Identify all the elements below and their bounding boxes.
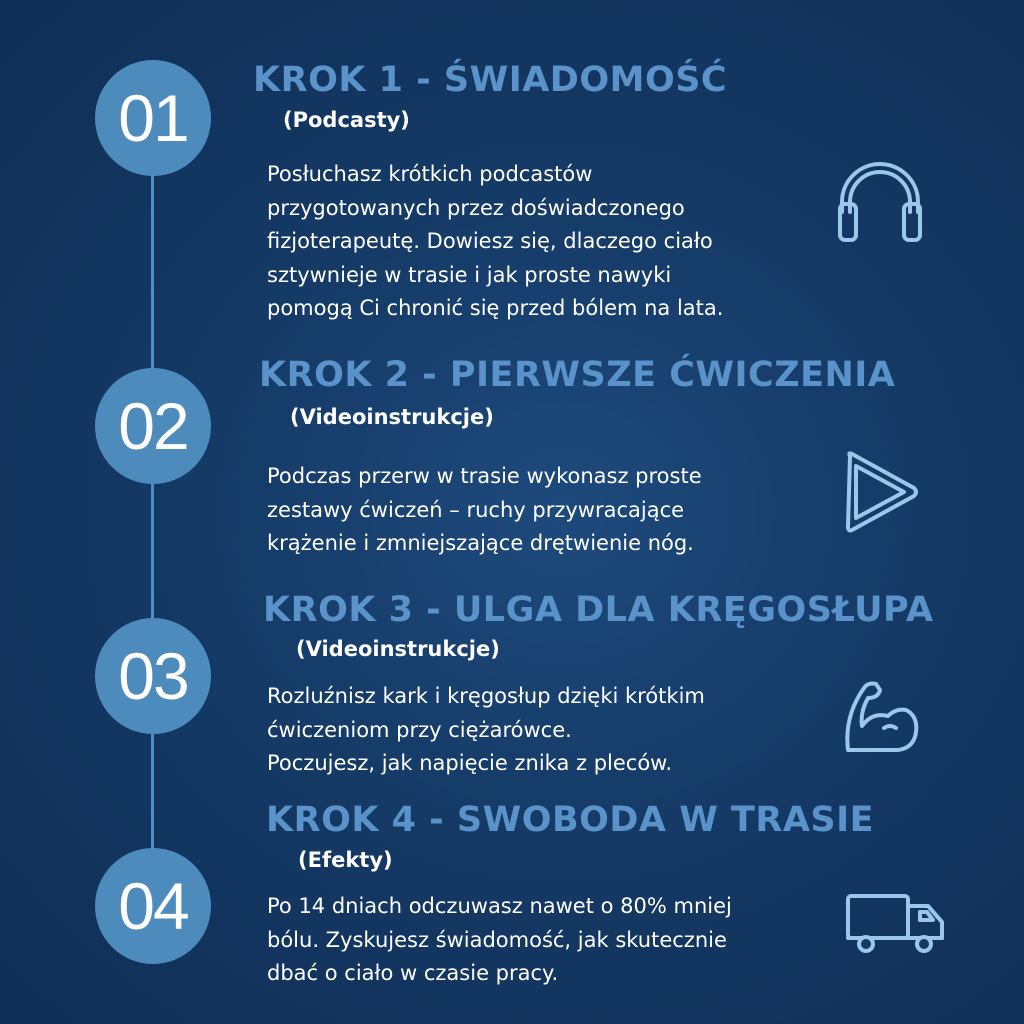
play-icon (838, 446, 924, 538)
step-4-title: KROK 4 - SWOBODA W TRASIE (266, 800, 875, 840)
truck-icon (844, 890, 948, 956)
step-2-title: KROK 2 - PIERWSZE ĆWICZENIA (259, 355, 896, 395)
flexed-arm-icon (838, 676, 922, 760)
step-4-description: Po 14 dniach odczuwasz nawet o 80% mniej bólu. Zyskujesz świadomość, jak skutecznie dbać o ciało w czasie pracy. (267, 894, 732, 985)
step-4-number-badge: 04 (95, 848, 211, 964)
step-1-description: Posłuchasz krótkich podcastów przygotowanych przez doświadczonego fizjoterapeutę. Dowiesz się, dlaczego ciało sztywnieje w trasie i jak proste nawyki pomogą Ci chronić się przed bólem na lata. (267, 162, 724, 320)
step-1-subtitle: (Podcasty) (283, 108, 410, 132)
step-1-number-badge: 01 (95, 60, 211, 176)
step-2-number-badge: 02 (95, 368, 211, 484)
step-2-subtitle: (Videoinstrukcje) (290, 405, 494, 429)
step-3-description: Rozluźnisz kark i kręgosłup dzięki krótkim ćwiczeniom przy ciężarówce. Poczujesz, jak napięcie znika z pleców. (267, 684, 705, 775)
step-2-description: Podczas przerw w trasie wykonasz proste zestawy ćwiczeń – ruchy przywracające krążenie i zmniejszające drętwienie nóg. (267, 464, 702, 555)
step-4-subtitle: (Efekty) (298, 848, 393, 872)
step-3-title: KROK 3 - ULGA DLA KRĘGOSŁUPA (263, 590, 934, 630)
step-3-subtitle: (Videoinstrukcje) (296, 637, 500, 661)
step-1-title: KROK 1 - ŚWIADOMOŚĆ (253, 60, 728, 100)
headphones-icon (834, 160, 926, 246)
step-3-number-badge: 03 (95, 618, 211, 734)
timeline-line (151, 120, 154, 910)
